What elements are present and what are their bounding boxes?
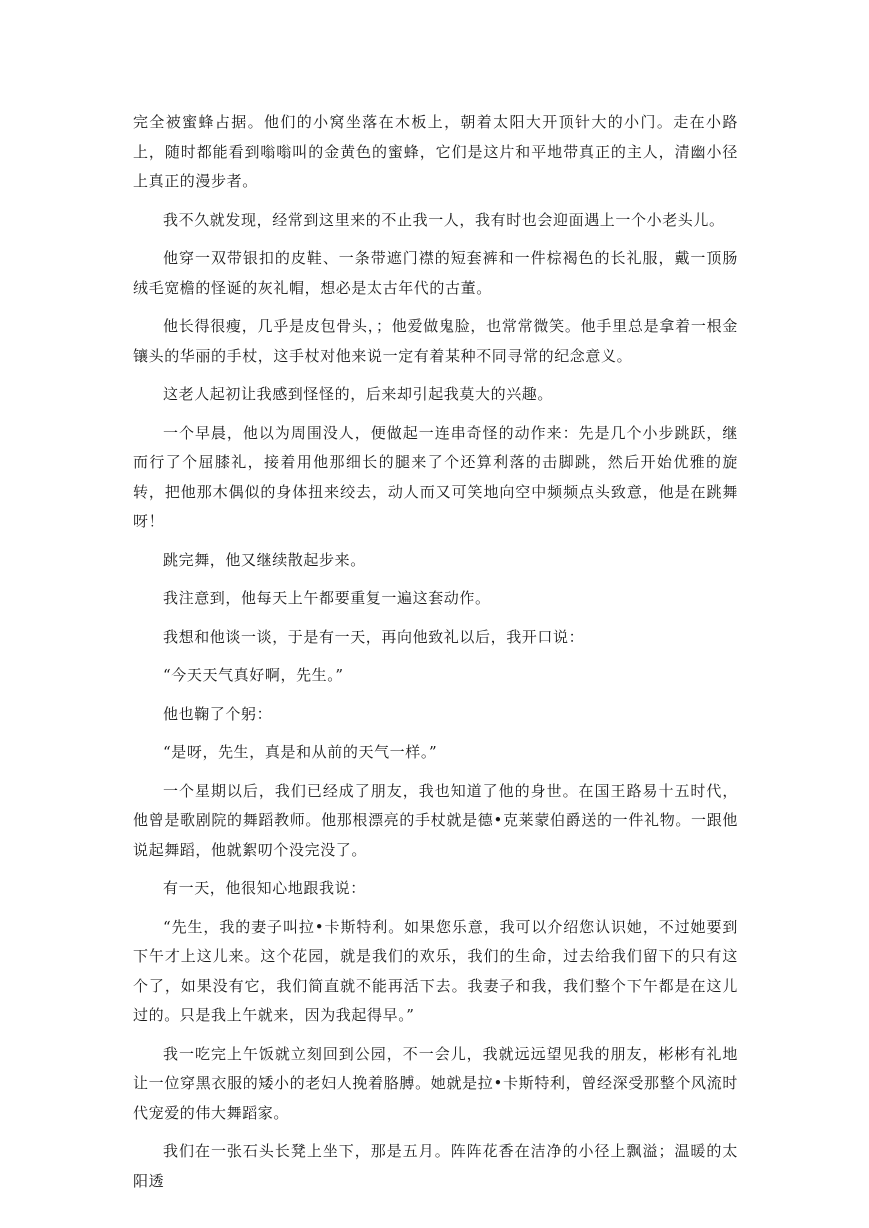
paragraph: 这老人起初让我感到怪怪的，后来却引起我莫大的兴趣。 bbox=[163, 385, 554, 403]
paragraph: 我们在一张石头长凳上坐下，那是五月。阵阵花香在洁净的小径上飘溢；温暖的太阳透 bbox=[133, 1142, 738, 1190]
dialogue-line: “先生，我的妻子叫拉•卡斯特利。如果您乐意，我可以介绍您认识她，不过她要到下午才上这儿来。这个花园，就是我们的欢乐，我们的生命，过去给我们留下的只有这个了，如果没有它，我们简直就不能再活下去。我妻子和我，我们整个下午都是在这儿过的。只是我上午就来，因为我起得早。” bbox=[133, 917, 738, 1024]
dialogue-line: “今天天气真好啊，先生。” bbox=[163, 666, 344, 684]
paragraph: 他长得很瘦，几乎是皮包骨头，；他爱做鬼脸，也常常微笑。他手里总是拿着一根金镶头的华丽的手杖，这手杖对他来说一定有着某种不同寻常的纪念意义。 bbox=[133, 317, 738, 365]
paragraph: 一个早晨，他以为周围没人，便做起一连串奇怪的动作来：先是几个小步跳跃，继而行了个屈膝礼，接着用他那细长的腿来了个还算利落的击脚跳，然后开始优雅的旋转，把他那木偶似的身体扭来绞去，动人而又可笑地向空中频频点头致意，他是在跳舞呀！ bbox=[133, 423, 738, 530]
paragraph: 我一吃完上午饭就立刻回到公园，不一会儿，我就远远望见我的朋友，彬彬有礼地让一位穿黑衣服的矮小的老妇人挽着胳膊。她就是拉•卡斯特利，曾经深受那整个风流时代宠爱的伟大舞蹈家。 bbox=[133, 1044, 738, 1122]
paragraph: 完全被蜜蜂占据。他们的小窝坐落在木板上，朝着太阳大开顶针大的小门。走在小路上，随时都能看到嗡嗡叫的金黄色的蜜蜂，它们是这片和平地带真正的主人，清幽小径上真正的漫步者。 bbox=[133, 113, 738, 190]
paragraph: 我不久就发现，经常到这里来的不止我一人，我有时也会迎面遇上一个小老头儿。 bbox=[163, 210, 725, 229]
paragraph: 他穿一双带银扣的皮鞋、一条带遮门襟的短套裤和一件棕褐色的长礼服，戴一顶肠绒毛宽檐的怪诞的灰礼帽，想必是太古年代的古董。 bbox=[133, 249, 738, 297]
paragraph: 一个星期以后，我们已经成了朋友，我也知道了他的身世。在国王路易十五时代，他曾是歌剧院的舞蹈教师。他那根漂亮的手杖就是德•克莱蒙伯爵送的一件礼物。一跟他说起舞蹈，他就絮叨个没完没了。 bbox=[133, 781, 738, 859]
dialogue-line: “是呀，先生，真是和从前的天气一样。” bbox=[163, 743, 438, 761]
paragraph: 跳完舞，他又继续散起步来。 bbox=[163, 550, 366, 569]
paragraph: 他也鞠了个躬： bbox=[163, 704, 273, 723]
paragraph: 我想和他谈一谈，于是有一天，再向他致礼以后，我开口说： bbox=[163, 627, 585, 646]
article-body bbox=[133, 108, 738, 1205]
paragraph: 我注意到，他每天上午都要重复一遍这套动作。 bbox=[163, 589, 491, 607]
paragraph: 有一天，他很知心地跟我说： bbox=[163, 879, 366, 897]
